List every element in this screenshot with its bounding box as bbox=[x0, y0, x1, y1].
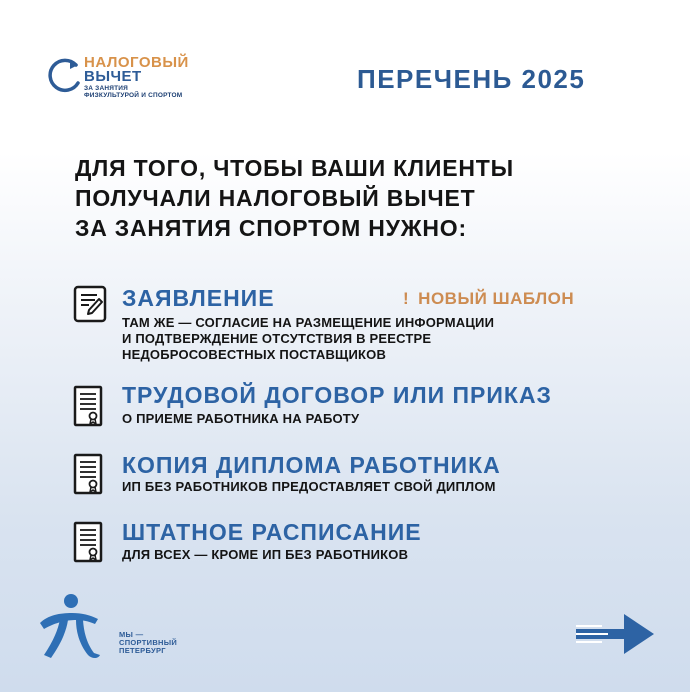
sport-petersburg-logo bbox=[38, 593, 178, 663]
brand-line: ПЕТЕРБУРГ bbox=[119, 646, 166, 655]
logo-subline-1: ЗА ЗАНЯТИЯ bbox=[84, 85, 129, 92]
item-description: И ПОДТВЕРЖДЕНИЕ ОТСУТСТВИЯ В РЕЕСТРЕ bbox=[122, 331, 432, 346]
exclamation-icon: ! bbox=[403, 289, 410, 308]
logo-line-2: ВЫЧЕТ bbox=[84, 68, 142, 85]
intro-text bbox=[75, 153, 635, 243]
brand-line: МЫ — bbox=[119, 630, 144, 639]
item-title: ЗАЯВЛЕНИЕ bbox=[122, 285, 275, 311]
logo-subline-2: ФИЗКУЛЬТУРОЙ И СПОРТОМ bbox=[84, 92, 183, 99]
badge-label: НОВЫЙ ШАБЛОН bbox=[418, 289, 575, 308]
item-title: ШТАТНОЕ РАСПИСАНИЕ bbox=[122, 519, 422, 545]
intro-line: ПОЛУЧАЛИ НАЛОГОВЫЙ ВЫЧЕТ bbox=[75, 185, 476, 211]
brand-line: СПОРТИВНЫЙ bbox=[119, 638, 178, 647]
item-description: НЕДОБРОСОВЕСТНЫХ ПОСТАВЩИКОВ bbox=[122, 347, 387, 362]
item-description: ДЛЯ ВСЕХ — КРОМЕ ИП БЕЗ РАБОТНИКОВ bbox=[122, 547, 409, 562]
logo-line-1: НАЛОГОВЫЙ bbox=[84, 54, 189, 71]
item-description: ТАМ ЖЕ — СОГЛАСИЕ НА РАЗМЕЩЕНИЕ ИНФОРМАЦИИ bbox=[122, 315, 495, 330]
item-description: О ПРИЕМЕ РАБОТНИКА НА РАБОТУ bbox=[122, 411, 360, 426]
intro-line: ЗА ЗАНЯТИЯ СПОРТОМ НУЖНО: bbox=[75, 215, 467, 241]
page-title: ПЕРЕЧЕНЬ 2025 bbox=[357, 64, 586, 94]
item-title: КОПИЯ ДИПЛОМА РАБОТНИКА bbox=[122, 452, 501, 478]
certificate-document-icon bbox=[73, 521, 103, 563]
certificate-document-icon bbox=[73, 453, 103, 495]
item-title: ТРУДОВОЙ ДОГОВОР ИЛИ ПРИКАЗ bbox=[122, 382, 552, 408]
arrow-right-icon[interactable] bbox=[572, 608, 658, 660]
circular-arrow-icon bbox=[48, 57, 82, 93]
new-template-badge bbox=[403, 289, 574, 309]
runner-icon bbox=[38, 593, 118, 661]
item-description: ИП БЕЗ РАБОТНИКОВ ПРЕДОСТАВЛЯЕТ СВОЙ ДИПЛОМ bbox=[122, 479, 496, 494]
tax-deduction-logo bbox=[48, 55, 218, 105]
edit-document-icon bbox=[73, 285, 107, 323]
brand-text bbox=[119, 631, 177, 655]
certificate-document-icon bbox=[73, 385, 103, 427]
intro-line: ДЛЯ ТОГО, ЧТОБЫ ВАШИ КЛИЕНТЫ bbox=[75, 155, 514, 181]
